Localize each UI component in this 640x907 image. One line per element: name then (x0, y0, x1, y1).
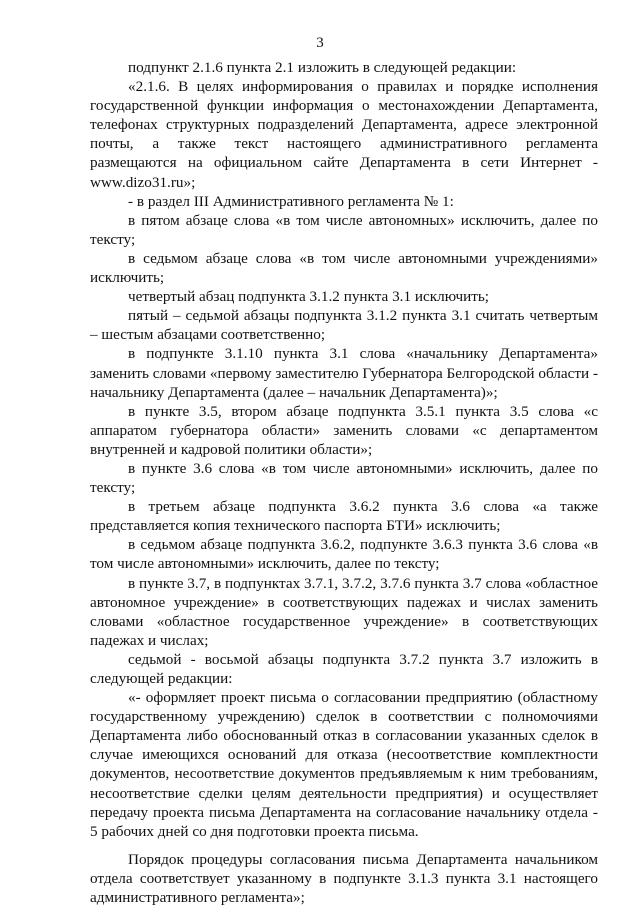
paragraph: пятый – седьмой абзацы подпункта 3.1.2 пункта 3.1 считать четвертым – шестым абзацами соответственно; (90, 307, 598, 344)
paragraph: в пункте 3.7, в подпунктах 3.7.1, 3.7.2, 3.7.6 пункта 3.7 слова «областное автономное учреждение» в соответствующих падежах и числах заменить словами «областное государственное учреждение» в соответствующих падежах и числах; (90, 574, 598, 649)
paragraph: в пятом абзаце слова «в том числе автономных» исключить, далее по тексту; (90, 211, 598, 248)
paragraph: в седьмом абзаце подпункта 3.6.2, подпункте 3.6.3 пункта 3.6 слова «в том числе автономными» исключить, далее по тексту; (90, 536, 598, 573)
paragraph: в подпункте 3.1.10 пункта 3.1 слова «начальнику Департамента» заменить словами «первому заместителю Губернатора Белгородской области - начальнику Департамента (далее – начальник Департамента)»; (90, 345, 598, 401)
paragraph: подпункт 2.1.6 пункта 2.1 изложить в следующей редакции: (128, 59, 517, 76)
paragraph: седьмой - восьмой абзацы подпункта 3.7.2 пункта 3.7 изложить в следующей редакции: (90, 650, 598, 687)
document-body (90, 58, 598, 907)
paragraph: в третьем абзаце подпункта 3.6.2 пункта 3.6 слова «а также представляется копия технического паспорта БТИ» исключить; (90, 498, 598, 535)
page-number: 3 (316, 35, 324, 51)
paragraph: четвертый абзац подпункта 3.1.2 пункта 3.1 исключить; (128, 288, 490, 306)
paragraph: в пункте 3.6 слова «в том числе автономными» исключить, далее по тексту; (90, 459, 598, 497)
paragraph: «2.1.6. В целях информирования о правилах и порядке исполнения государственной функции информация о местонахождении Департамента, телефонах структурных подразделений Департамента, адресе электронной почты, а также текст настоящего административного регламента размещаются на официальном сайте Департамента в сети Интернет - www.dizo31.ru»; (90, 78, 598, 191)
paragraph: в пункте 3.5, втором абзаце подпункта 3.5.1 пункта 3.5 слова «с аппаратом губернатора области» заменить словами «с департаментом внутренней и кадровой политики области»; (90, 402, 598, 458)
paragraph: - в раздел III Административного регламента № 1: (128, 192, 454, 210)
paragraph: «- оформляет проект письма о согласовании предприятию (областному государственному учреждению) сделок в соответствии с полномочиями Департамента либо обоснованный отказ в согласовании указанных сделок в случае имеющихся оснований для отказа (несоответствие комплектности документов, несоответствие документов предъявляемым к ним требованиям, несоответствие сделки целям деятельности предприятия) и осуществляет передачу проекта письма Департамента на согласование начальнику отдела - 5 рабочих дней со дня подготовки проекта письма. (90, 689, 598, 840)
paragraph: в седьмом абзаце слова «в том числе автономными учреждениями» исключить; (90, 249, 598, 287)
paragraph: Порядок процедуры согласования письма Департамента начальником отдела соответствует указанному в подпункте 3.1.3 пункта 3.1 настоящего административного регламента»; (90, 850, 598, 907)
